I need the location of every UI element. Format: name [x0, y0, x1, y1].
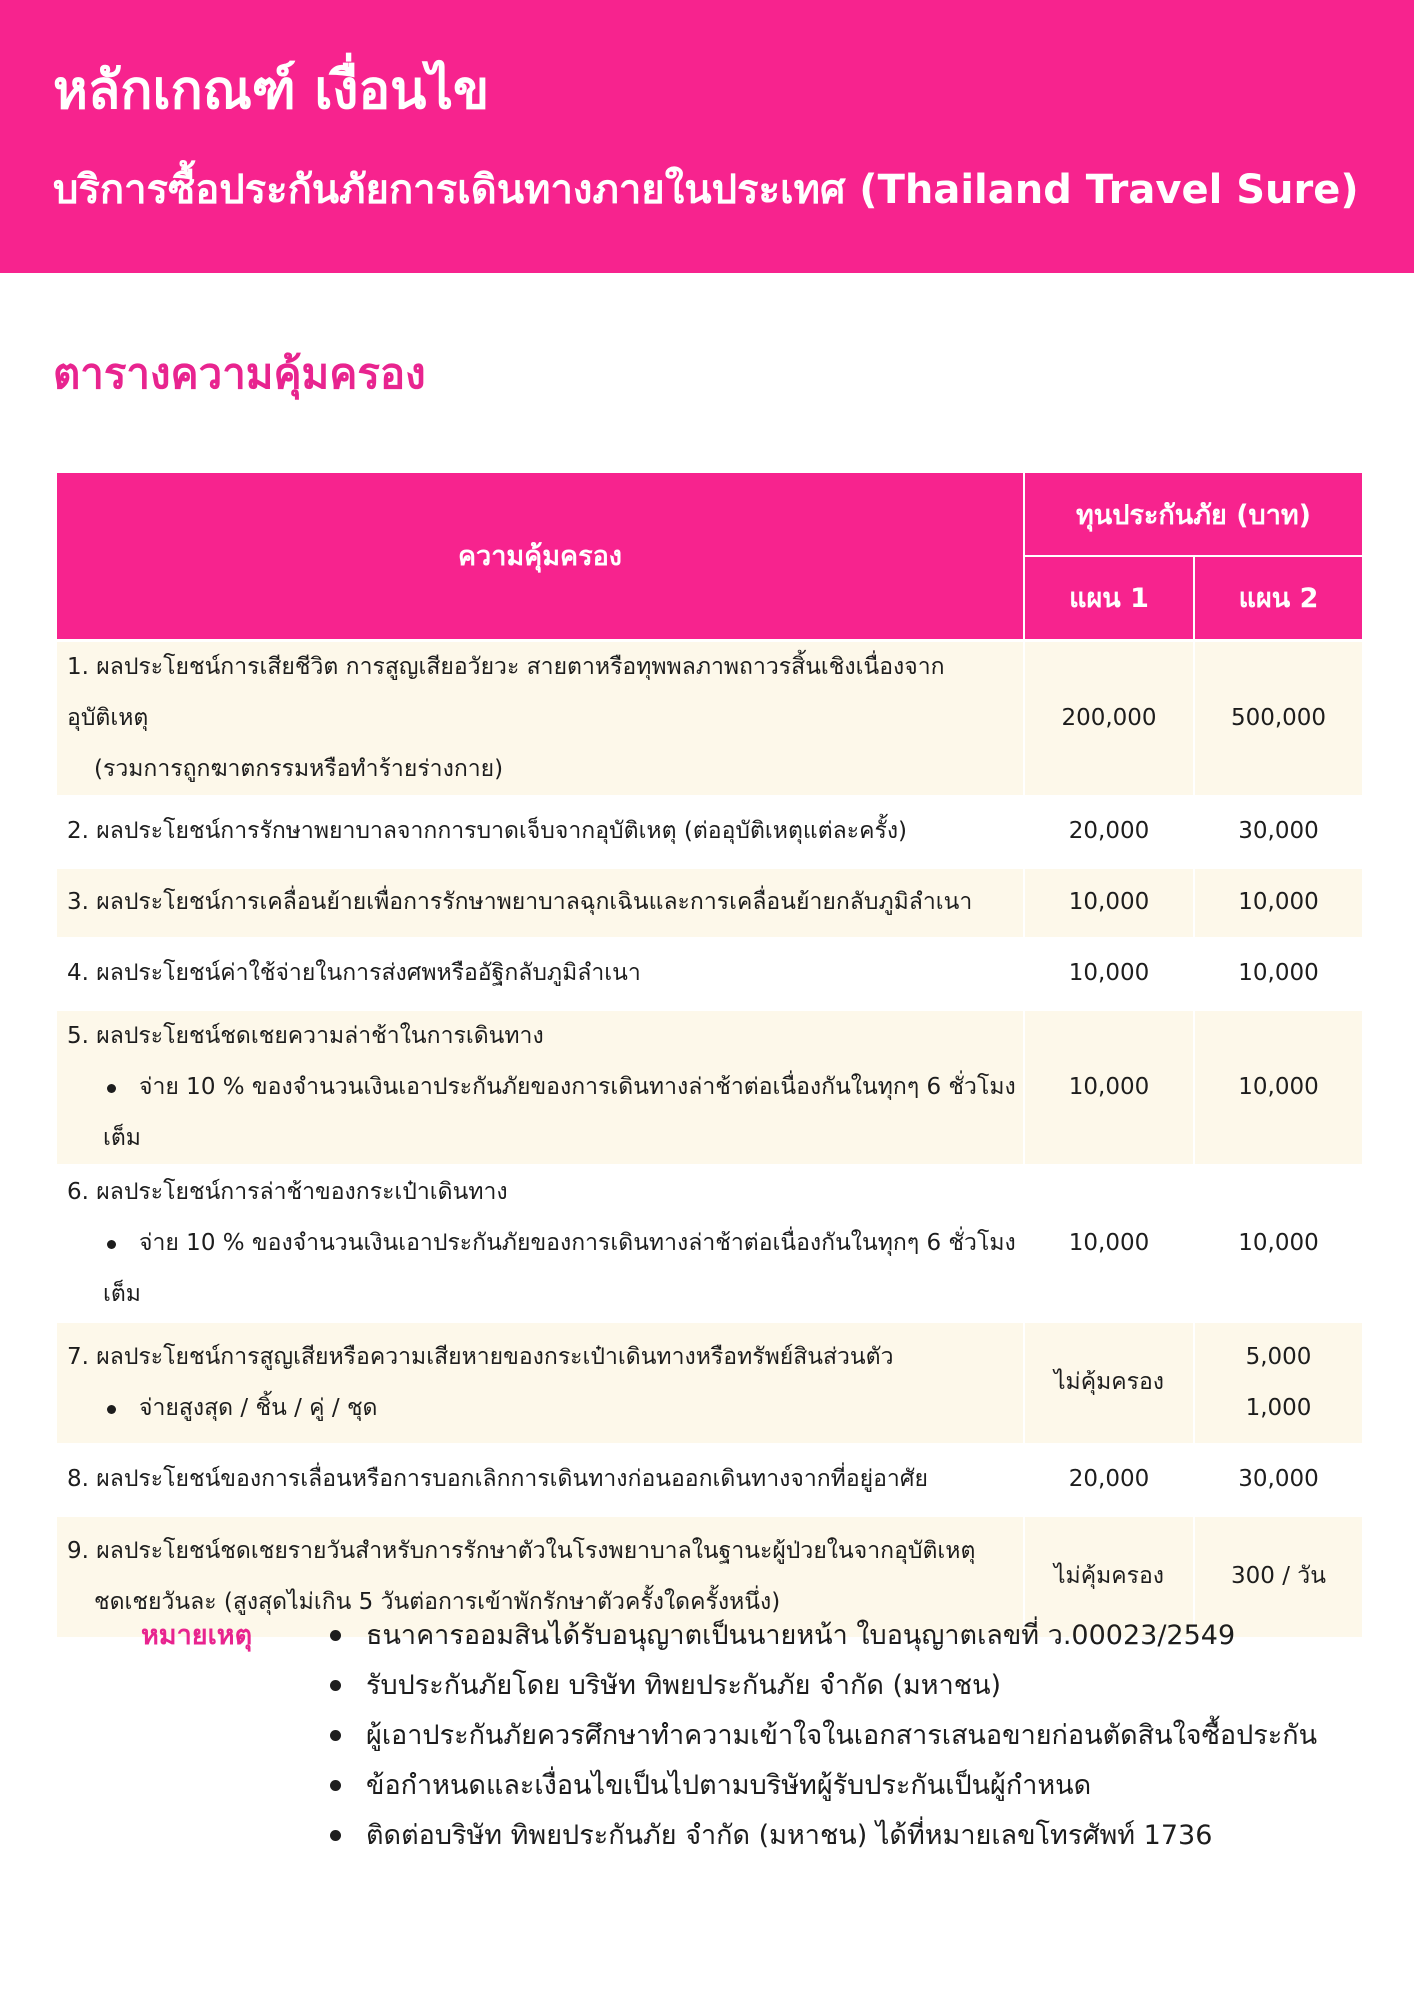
plan2-value: 300 / วัน: [1194, 1515, 1363, 1638]
plan1-value: 10,000: [1024, 938, 1194, 1009]
table-row: [56, 867, 1363, 938]
header-banner: [0, 0, 1414, 273]
row-description: [56, 1165, 1024, 1321]
row-description: 2. ผลประโยชน์การรักษาพยาบาลจากการบาดเจ็บจากอุบัติเหตุ (ต่ออุบัติเหตุแต่ละครั้ง): [56, 796, 1024, 867]
header-sum-insured: ทุนประกันภัย (บาท): [1024, 472, 1363, 556]
row-bullet: [67, 1383, 1017, 1434]
plan2-value: 30,000: [1194, 1444, 1363, 1515]
plan1-value: 20,000: [1024, 1444, 1194, 1515]
row-line: 9. ผลประโยชน์ชดเชยรายวันสำหรับการรักษาตัวในโรงพยาบาลในฐานะผู้ป่วยในจากอุบัติเหตุ: [67, 1537, 976, 1564]
table-row: [56, 796, 1363, 867]
table-row: [56, 1165, 1363, 1321]
plan2-value: 30,000: [1194, 796, 1363, 867]
plan1-value: ไม่คุ้มครอง: [1024, 1321, 1194, 1444]
row-description: 4. ผลประโยชน์ค่าใช้จ่ายในการส่งศพหรืออัฐิกลับภูมิลำเนา: [56, 938, 1024, 1009]
row-description: 8. ผลประโยชน์ของการเลื่อนหรือการบอกเลิกการเดินทางก่อนออกเดินทางจากที่อยู่อาศัย: [56, 1444, 1024, 1515]
coverage-table: [55, 471, 1364, 1640]
row-line-cont: (รวมการถูกฆาตกรรมหรือทำร้ายร่างกาย): [94, 755, 504, 782]
list-item: ธนาคารออมสินได้รับอนุญาตเป็นนายหน้า ใบอนุญาตเลขที่ ว.00023/2549: [328, 1611, 1328, 1661]
plan1-value: 10,000: [1024, 867, 1194, 938]
plan2-value: 10,000: [1194, 1009, 1363, 1165]
table-row: [56, 640, 1363, 796]
table-row: [56, 1321, 1363, 1444]
row-line-cont: ชดเชยวันละ (สูงสุดไม่เกิน 5 วันต่อการเข้าพักรักษาตัวครั้งใดครั้งหนึ่ง): [94, 1588, 781, 1615]
row-description: [56, 640, 1024, 796]
row-line: 7. ผลประโยชน์การสูญเสียหรือความเสียหายของกระเป๋าเดินทางหรือทรัพย์สินส่วนตัว: [67, 1343, 894, 1370]
plan1-value: 10,000: [1024, 1009, 1194, 1165]
list-item: ข้อกำหนดและเงื่อนไขเป็นไปตามบริษัทผู้รับประกันเป็นผู้กำหนด: [328, 1761, 1328, 1811]
row-line: 6. ผลประโยชน์การล่าช้าของกระเป๋าเดินทาง: [67, 1178, 508, 1205]
plan1-value: ไม่คุ้มครอง: [1024, 1515, 1194, 1638]
header-coverage: ความคุ้มครอง: [56, 472, 1024, 640]
plan2-value: 10,000: [1194, 867, 1363, 938]
plan1-value: 10,000: [1024, 1165, 1194, 1321]
row-bullet: [67, 1062, 1017, 1164]
plan2-value: 10,000: [1194, 1165, 1363, 1321]
notes-label: หมายเหตุ: [141, 1620, 253, 1651]
row-description: [56, 1321, 1024, 1444]
plan1-value: 20,000: [1024, 796, 1194, 867]
plan2-value: 5,000: [1245, 1343, 1312, 1370]
list-item: ผู้เอาประกันภัยควรศึกษาทำความเข้าใจในเอกสารเสนอขายก่อนตัดสินใจซื้อประกัน: [328, 1711, 1328, 1761]
plan1-value: 200,000: [1024, 640, 1194, 796]
row-line: 1. ผลประโยชน์การเสียชีวิต การสูญเสียอวัยวะ สายตาหรือทุพพลภาพถาวรสิ้นเชิงเนื่องจากอุบัติเหตุ: [67, 653, 945, 731]
row-description: 3. ผลประโยชน์การเคลื่อนย้ายเพื่อการรักษาพยาบาลฉุกเฉินและการเคลื่อนย้ายกลับภูมิลำเนา: [56, 867, 1024, 938]
table-row: [56, 1444, 1363, 1515]
row-bullet-text: จ่ายสูงสุด / ชิ้น / คู่ / ชุด: [139, 1394, 378, 1421]
header-plan-2: แผน 2: [1194, 556, 1363, 640]
page-title: หลักเกณฑ์ เงื่อนไข: [53, 60, 490, 121]
list-item: รับประกันภัยโดย บริษัท ทิพยประกันภัย จำกัด (มหาชน): [328, 1661, 1328, 1711]
row-description: [56, 1009, 1024, 1165]
table-row: [56, 1009, 1363, 1165]
section-title: ตารางความคุ้มครอง: [53, 349, 426, 398]
list-item: ติดต่อบริษัท ทิพยประกันภัย จำกัด (มหาชน) ได้ที่หมายเลขโทรศัพท์ 1736: [328, 1811, 1328, 1861]
plan2-value: 10,000: [1194, 938, 1363, 1009]
row-bullet: [67, 1218, 1017, 1320]
row-bullet-text: จ่าย 10 % ของจำนวนเงินเอาประกันภัยของการเดินทางล่าช้าต่อเนื่องกันในทุกๆ 6 ชั่วโมงเต็ม: [103, 1073, 1016, 1151]
plan2-value-secondary: 1,000: [1245, 1394, 1312, 1421]
page-subtitle: บริการซื้อประกันภัยการเดินทางภายในประเทศ (Thailand Travel Sure): [53, 167, 1359, 213]
plan2-value: 500,000: [1194, 640, 1363, 796]
table-row: [56, 938, 1363, 1009]
row-line: 5. ผลประโยชน์ชดเชยความล่าช้าในการเดินทาง: [67, 1022, 544, 1049]
plan2-values: [1194, 1321, 1363, 1444]
notes-list: [328, 1611, 1328, 1861]
row-bullet-text: จ่าย 10 % ของจำนวนเงินเอาประกันภัยของการเดินทางล่าช้าต่อเนื่องกันในทุกๆ 6 ชั่วโมงเต็ม: [103, 1229, 1016, 1307]
header-plan-1: แผน 1: [1024, 556, 1194, 640]
